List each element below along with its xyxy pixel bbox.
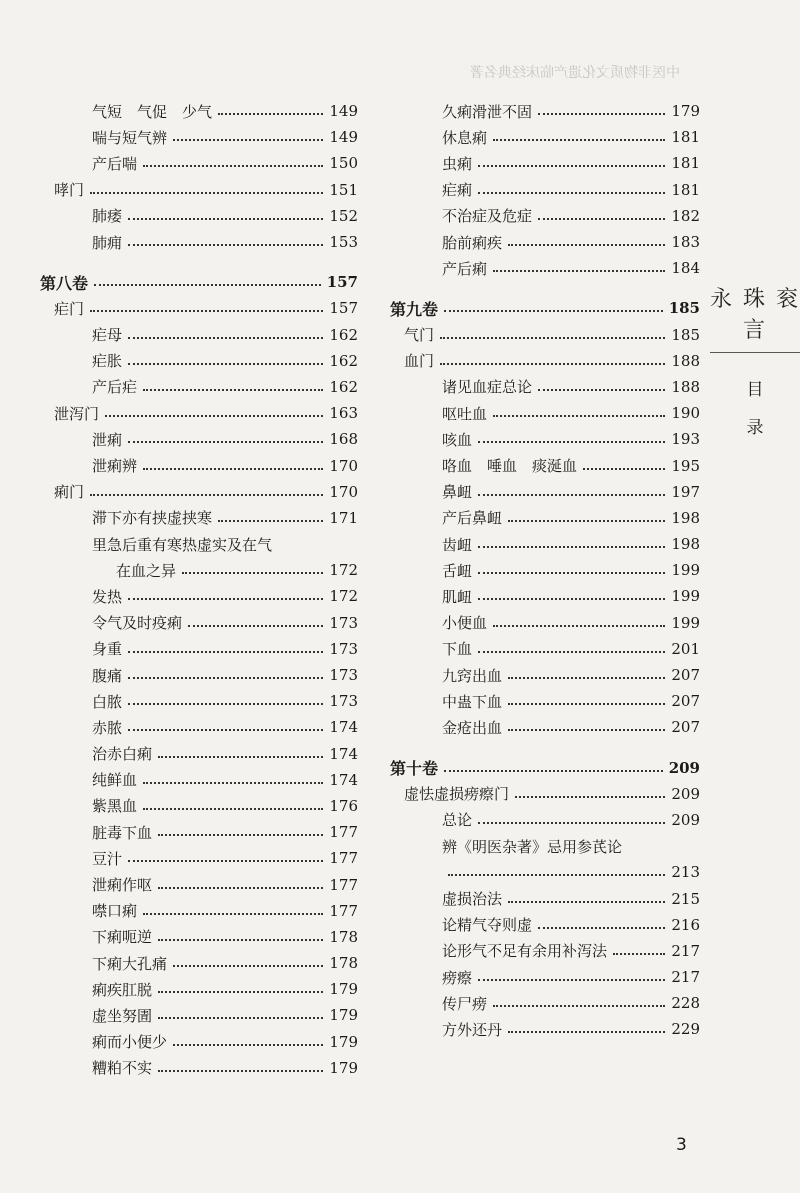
toc-entry-page: 217 [671,968,700,987]
toc-entry[interactable] [390,990,700,1016]
dot-leader [583,468,665,470]
toc-entry-title: 泄痢辨 [92,457,138,476]
dot-leader [478,572,665,574]
toc-entry-page: 184 [671,259,700,278]
toc-entry-page: 173 [329,666,358,685]
toc-entry-page: 172 [329,587,358,606]
toc-entry-title: 虫痢 [442,154,473,173]
toc-entry[interactable] [390,781,700,807]
toc-entry[interactable] [40,531,358,557]
toc-entry-title: 肺痿 [92,207,123,226]
dot-leader [90,192,323,194]
toc-entry-title: 产后疟 [92,378,138,397]
dot-leader [508,1031,665,1033]
toc-entry-page: 183 [671,233,700,252]
toc-entry-page: 177 [329,823,358,842]
toc-entry-page: 207 [671,666,700,685]
toc-entry[interactable] [390,479,700,505]
toc-entry[interactable] [390,348,700,374]
toc-entry[interactable] [390,859,700,885]
toc-entry-title: 脏毒下血 [92,823,153,842]
toc-entry[interactable] [390,714,700,740]
toc-entry-title: 肌衄 [442,587,473,606]
toc-entry[interactable] [390,322,700,348]
toc-entry-title: 金疮出血 [442,718,503,737]
toc-entry-title: 下血 [442,640,473,659]
toc-entry-page: 172 [329,561,358,580]
toc-entry-page: 168 [329,430,358,449]
toc-entry-title: 豆汁 [92,849,123,868]
toc-entry[interactable] [40,636,358,662]
toc-entry-page: 207 [671,692,700,711]
section-gap [390,281,700,295]
toc-entry-title: 胎前痢疾 [442,233,503,252]
toc-entry-title: 泄泻门 [54,404,100,423]
toc-entry-page: 162 [329,325,358,344]
toc-entry[interactable] [40,714,358,740]
toc-entry-page: 213 [671,863,700,882]
toc-entry[interactable] [390,938,700,964]
dot-leader [508,244,665,246]
toc-entry[interactable] [40,557,358,583]
toc-entry-title: 疟痢 [442,181,473,200]
dot-leader [173,1044,323,1046]
toc-entry[interactable] [40,374,358,400]
toc-entry[interactable] [40,348,358,374]
toc-entry[interactable] [390,807,700,833]
toc-entry-page: 209 [668,758,700,777]
dot-leader [538,927,665,929]
toc-entry-title: 论精气夺则虚 [442,916,533,935]
dot-leader [158,991,323,993]
sidebar-badge [710,276,800,447]
dot-leader [143,165,323,167]
toc-entry[interactable] [40,767,358,793]
toc-entry-title: 下痢呃逆 [92,928,153,947]
toc-entry[interactable] [40,229,358,255]
toc-entry-title: 方外还丹 [442,1020,503,1039]
toc-entry-page: 152 [329,206,358,225]
toc-entry-title: 虚坐努圊 [92,1006,153,1025]
toc-entry-page: 188 [671,377,700,396]
dot-leader [508,901,665,903]
toc-entry-page: 199 [671,613,700,632]
publisher-logo: 永 珠 衮 言 [710,276,800,353]
toc-entry-title: 痨瘵 [442,968,473,987]
toc-entry[interactable] [40,898,358,924]
dot-leader [613,953,665,955]
toc-entry-title: 疟母 [92,326,123,345]
toc-entry-page: 174 [329,718,358,737]
dot-leader [478,494,665,496]
dot-leader [440,337,665,339]
toc-entry[interactable] [390,610,700,636]
toc-entry-title: 紫黑血 [92,797,138,816]
dot-leader [478,979,665,981]
dot-leader [478,441,665,443]
dot-leader [218,113,323,115]
dot-leader [128,244,323,246]
toc-entry[interactable] [390,833,700,859]
toc-entry[interactable] [40,741,358,767]
toc-entry[interactable] [390,964,700,990]
toc-entry-page: 149 [329,128,358,147]
toc-entry-page: 197 [671,482,700,501]
dot-leader [515,796,665,798]
dot-leader [478,165,665,167]
toc-entry-page: 153 [329,233,358,252]
dot-leader [158,939,323,941]
toc-entry[interactable] [390,912,700,938]
toc-entry-title: 噤口痢 [92,902,138,921]
toc-entry-page: 177 [329,901,358,920]
toc-entry-page: 229 [671,1020,700,1039]
dot-leader [173,139,323,141]
dot-leader [478,651,665,653]
toc-entry-title: 下痢大孔痛 [92,954,168,973]
toc-entry-page: 151 [329,180,358,199]
toc-entry-page: 209 [671,784,700,803]
toc-entry[interactable] [390,557,700,583]
toc-entry[interactable] [40,150,358,176]
dot-leader [444,770,663,772]
toc-entry-title: 传尸痨 [442,994,488,1013]
toc-entry-page: 207 [671,718,700,737]
toc-entry[interactable] [40,1055,358,1081]
toc-entry[interactable] [390,255,700,281]
toc-entry[interactable] [40,479,358,505]
toc-entry-title: 产后痢 [442,259,488,278]
dot-leader [158,834,323,836]
toc-entry[interactable] [40,662,358,688]
dot-leader [143,468,323,470]
toc-entry-title: 赤脓 [92,718,123,737]
toc-entry-title: 令气及时疫痢 [92,614,183,633]
dot-leader [478,546,665,548]
dot-leader [128,598,323,600]
toc-entry[interactable] [40,610,358,636]
toc-entry[interactable] [390,203,700,229]
toc-entry-title: 泄痢作呕 [92,876,153,895]
toc-entry-page: 179 [329,1058,358,1077]
toc-entry[interactable] [390,662,700,688]
toc-entry-page: 157 [326,273,358,292]
toc-entry[interactable] [40,400,358,426]
toc-entry-title: 疟胀 [92,352,123,371]
toc-entry-title: 治赤白痢 [92,745,153,764]
toc-entry-page: 179 [329,1006,358,1025]
toc-entry-page: 181 [671,180,700,199]
toc-entry-title: 腹痛 [92,666,123,685]
toc-entry[interactable] [390,98,700,124]
toc-entry-page: 228 [671,994,700,1013]
toc-entry[interactable] [390,505,700,531]
toc-entry[interactable] [390,177,700,203]
dot-leader [94,284,321,286]
dot-leader [478,192,665,194]
dot-leader [218,520,323,522]
dot-leader [143,913,323,915]
toc-entry-title: 气短 气促 少气 [92,102,213,121]
dot-leader [538,113,665,115]
toc-entry-title: 咯血 唾血 痰涎血 [442,457,578,476]
toc-entry[interactable] [390,636,700,662]
section-label [710,371,800,447]
toc-entry-title: 论形气不足有余用补泻法 [442,942,608,961]
toc-entry-title: 总论 [442,811,473,830]
toc-entry[interactable] [40,505,358,531]
toc-entry[interactable] [40,452,358,478]
toc-entry-title: 第十卷 [390,759,439,779]
toc-entry[interactable] [40,950,358,976]
toc-entry-title: 泄痢 [92,430,123,449]
toc-entry-page: 195 [671,456,700,475]
toc-entry-page: 149 [329,102,358,121]
toc-entry[interactable] [40,845,358,871]
toc-entry-title: 滞下亦有挟虚挟寒 [92,509,213,528]
toc-entry-title: 肺痈 [92,233,123,252]
dot-leader [508,677,665,679]
toc-volume-heading[interactable] [40,269,358,295]
toc-entry-title: 第八卷 [40,273,89,293]
toc-entry[interactable] [40,1029,358,1055]
toc-entry[interactable] [40,124,358,150]
section-gap [40,255,358,269]
dot-leader [508,703,665,705]
toc-entry-title: 咳血 [442,430,473,449]
toc-entry-page: 178 [329,954,358,973]
toc-entry-page: 177 [329,875,358,894]
toc-entry-title: 舌衄 [442,561,473,580]
toc-entry-title: 诸见血症总论 [442,378,533,397]
toc-entry-page: 182 [671,206,700,225]
toc-entry[interactable] [390,531,700,557]
toc-entry-page: 188 [671,351,700,370]
dot-leader [173,965,323,967]
toc-entry-title: 哮门 [54,181,85,200]
toc-entry-page: 181 [671,154,700,173]
section-label-char-2: 录 [746,418,764,438]
toc-entry[interactable] [390,400,700,426]
dot-leader [158,1070,323,1072]
toc-entry-title: 血门 [404,352,435,371]
dot-leader [478,822,665,824]
toc-entry-page: 176 [329,796,358,815]
dot-leader [444,310,663,312]
toc-entry[interactable] [390,452,700,478]
toc-entry-title: 纯鲜血 [92,771,138,790]
toc-entry-title: 休息痢 [442,128,488,147]
toc-entry-page: 174 [329,770,358,789]
toc-entry-title: 痢疾肛脱 [92,980,153,999]
toc-entry-page: 179 [671,102,700,121]
toc-entry-title: 中蛊下血 [442,692,503,711]
toc-entry-title: 糟粕不实 [92,1059,153,1078]
toc-entry[interactable] [390,583,700,609]
toc-entry[interactable] [40,98,358,124]
toc-entry[interactable] [390,1016,700,1042]
dot-leader [128,441,323,443]
toc-entry[interactable] [390,229,700,255]
toc-entry-page: 171 [329,508,358,527]
toc-entry[interactable] [40,426,358,452]
toc-volume-heading[interactable] [390,755,700,781]
dot-leader [90,310,323,312]
toc-entry-page: 162 [329,377,358,396]
toc-entry-title: 身重 [92,640,123,659]
toc-entry[interactable] [40,1002,358,1028]
toc-entry-title: 久痢滑泄不固 [442,102,533,121]
toc-entry[interactable] [40,688,358,714]
toc-entry-title: 小便血 [442,614,488,633]
toc-right-column [390,98,700,1043]
toc-entry-page: 170 [329,456,358,475]
toc-entry-title: 九窍出血 [442,666,503,685]
toc-entry-page: 174 [329,744,358,763]
dot-leader [143,782,323,784]
dot-leader [105,415,323,417]
toc-entry-title: 第九卷 [390,299,439,319]
toc-entry[interactable] [390,150,700,176]
dot-leader [158,1017,323,1019]
dot-leader [478,598,665,600]
toc-entry-page: 217 [671,941,700,960]
toc-entry[interactable] [390,124,700,150]
toc-entry[interactable] [40,924,358,950]
watermark-text: 中医非物质文化遗产临床经典名著 [470,65,680,81]
toc-entry-page: 178 [329,927,358,946]
dot-leader [128,729,323,731]
toc-entry-page: 185 [671,325,700,344]
toc-entry-title: 虚怯虚损痨瘵门 [404,785,510,804]
dot-leader [538,218,665,220]
dot-leader [158,887,323,889]
dot-leader [128,337,323,339]
toc-entry-title: 喘与短气辨 [92,128,168,147]
dot-leader [493,1005,665,1007]
toc-entry-page: 198 [671,535,700,554]
toc-entry-title: 痢门 [54,483,85,502]
toc-entry[interactable] [390,374,700,400]
toc-entry-page: 215 [671,889,700,908]
toc-volume-heading[interactable] [390,295,700,321]
toc-entry-title: 在血之异 [116,561,177,580]
toc-entry-page: 190 [671,404,700,423]
toc-entry[interactable] [40,295,358,321]
toc-entry[interactable] [390,426,700,452]
dot-leader [508,520,665,522]
toc-entry-title: 产后喘 [92,154,138,173]
toc-entry[interactable] [40,177,358,203]
toc-entry[interactable] [40,203,358,229]
toc-entry[interactable] [40,793,358,819]
dot-leader [128,363,323,365]
toc-entry-page: 157 [329,299,358,318]
section-label-char-1: 目 [746,380,764,400]
toc-entry-page: 177 [329,849,358,868]
dot-leader [90,494,323,496]
dot-leader [493,415,665,417]
toc-entry-page: 185 [668,299,700,318]
dot-leader [128,677,323,679]
toc-entry-page: 162 [329,351,358,370]
dot-leader [188,625,323,627]
section-gap [390,741,700,755]
dot-leader [493,625,665,627]
toc-entry-page: 181 [671,128,700,147]
toc-entry-page: 209 [671,810,700,829]
toc-entry-page: 193 [671,430,700,449]
dot-leader [143,389,323,391]
toc-entry-page: 170 [329,482,358,501]
toc-entry-title: 鼻衄 [442,483,473,502]
toc-entry-title: 辨《明医杂著》忌用参芪论 [442,837,623,856]
toc-entry-title: 产后鼻衄 [442,509,503,528]
toc-entry-page: 150 [329,154,358,173]
toc-entry-title: 白脓 [92,692,123,711]
toc-entry-page: 199 [671,561,700,580]
toc-left-column [40,98,358,1081]
dot-leader [128,860,323,862]
dot-leader [493,139,665,141]
dot-leader [538,389,665,391]
toc-entry-title: 齿衄 [442,535,473,554]
toc-entry[interactable] [390,688,700,714]
toc-entry-page: 216 [671,915,700,934]
dot-leader [508,729,665,731]
dot-leader [448,874,665,876]
page-number: 3 [676,1135,687,1155]
toc-entry[interactable] [40,976,358,1002]
toc-entry-title: 痢而小便少 [92,1033,168,1052]
toc-entry-title: 里急后重有寒热虚实及在气 [92,535,273,554]
toc-entry-page: 173 [329,613,358,632]
toc-entry-page: 198 [671,508,700,527]
toc-entry-page: 173 [329,692,358,711]
dot-leader [143,808,323,810]
dot-leader [440,363,665,365]
toc-entry-title: 不治症及危症 [442,207,533,226]
toc-entry-page: 179 [329,1032,358,1051]
toc-entry[interactable] [40,583,358,609]
toc-entry-title: 疟门 [54,299,85,318]
dot-leader [128,218,323,220]
dot-leader [182,572,323,574]
dot-leader [128,651,323,653]
toc-entry-title: 呕吐血 [442,404,488,423]
dot-leader [493,270,665,272]
toc-entry-title: 虚损治法 [442,890,503,909]
dot-leader [128,703,323,705]
toc-entry[interactable] [40,322,358,348]
toc-entry[interactable] [390,885,700,911]
toc-entry-page: 179 [329,980,358,999]
toc-entry-page: 173 [329,639,358,658]
toc-entry-title: 气门 [404,326,435,345]
dot-leader [158,756,323,758]
toc-entry-title: 发热 [92,587,123,606]
toc-entry[interactable] [40,871,358,897]
toc-entry-page: 201 [671,639,700,658]
toc-entry[interactable] [40,819,358,845]
toc-entry-page: 199 [671,587,700,606]
toc-entry-page: 163 [329,404,358,423]
